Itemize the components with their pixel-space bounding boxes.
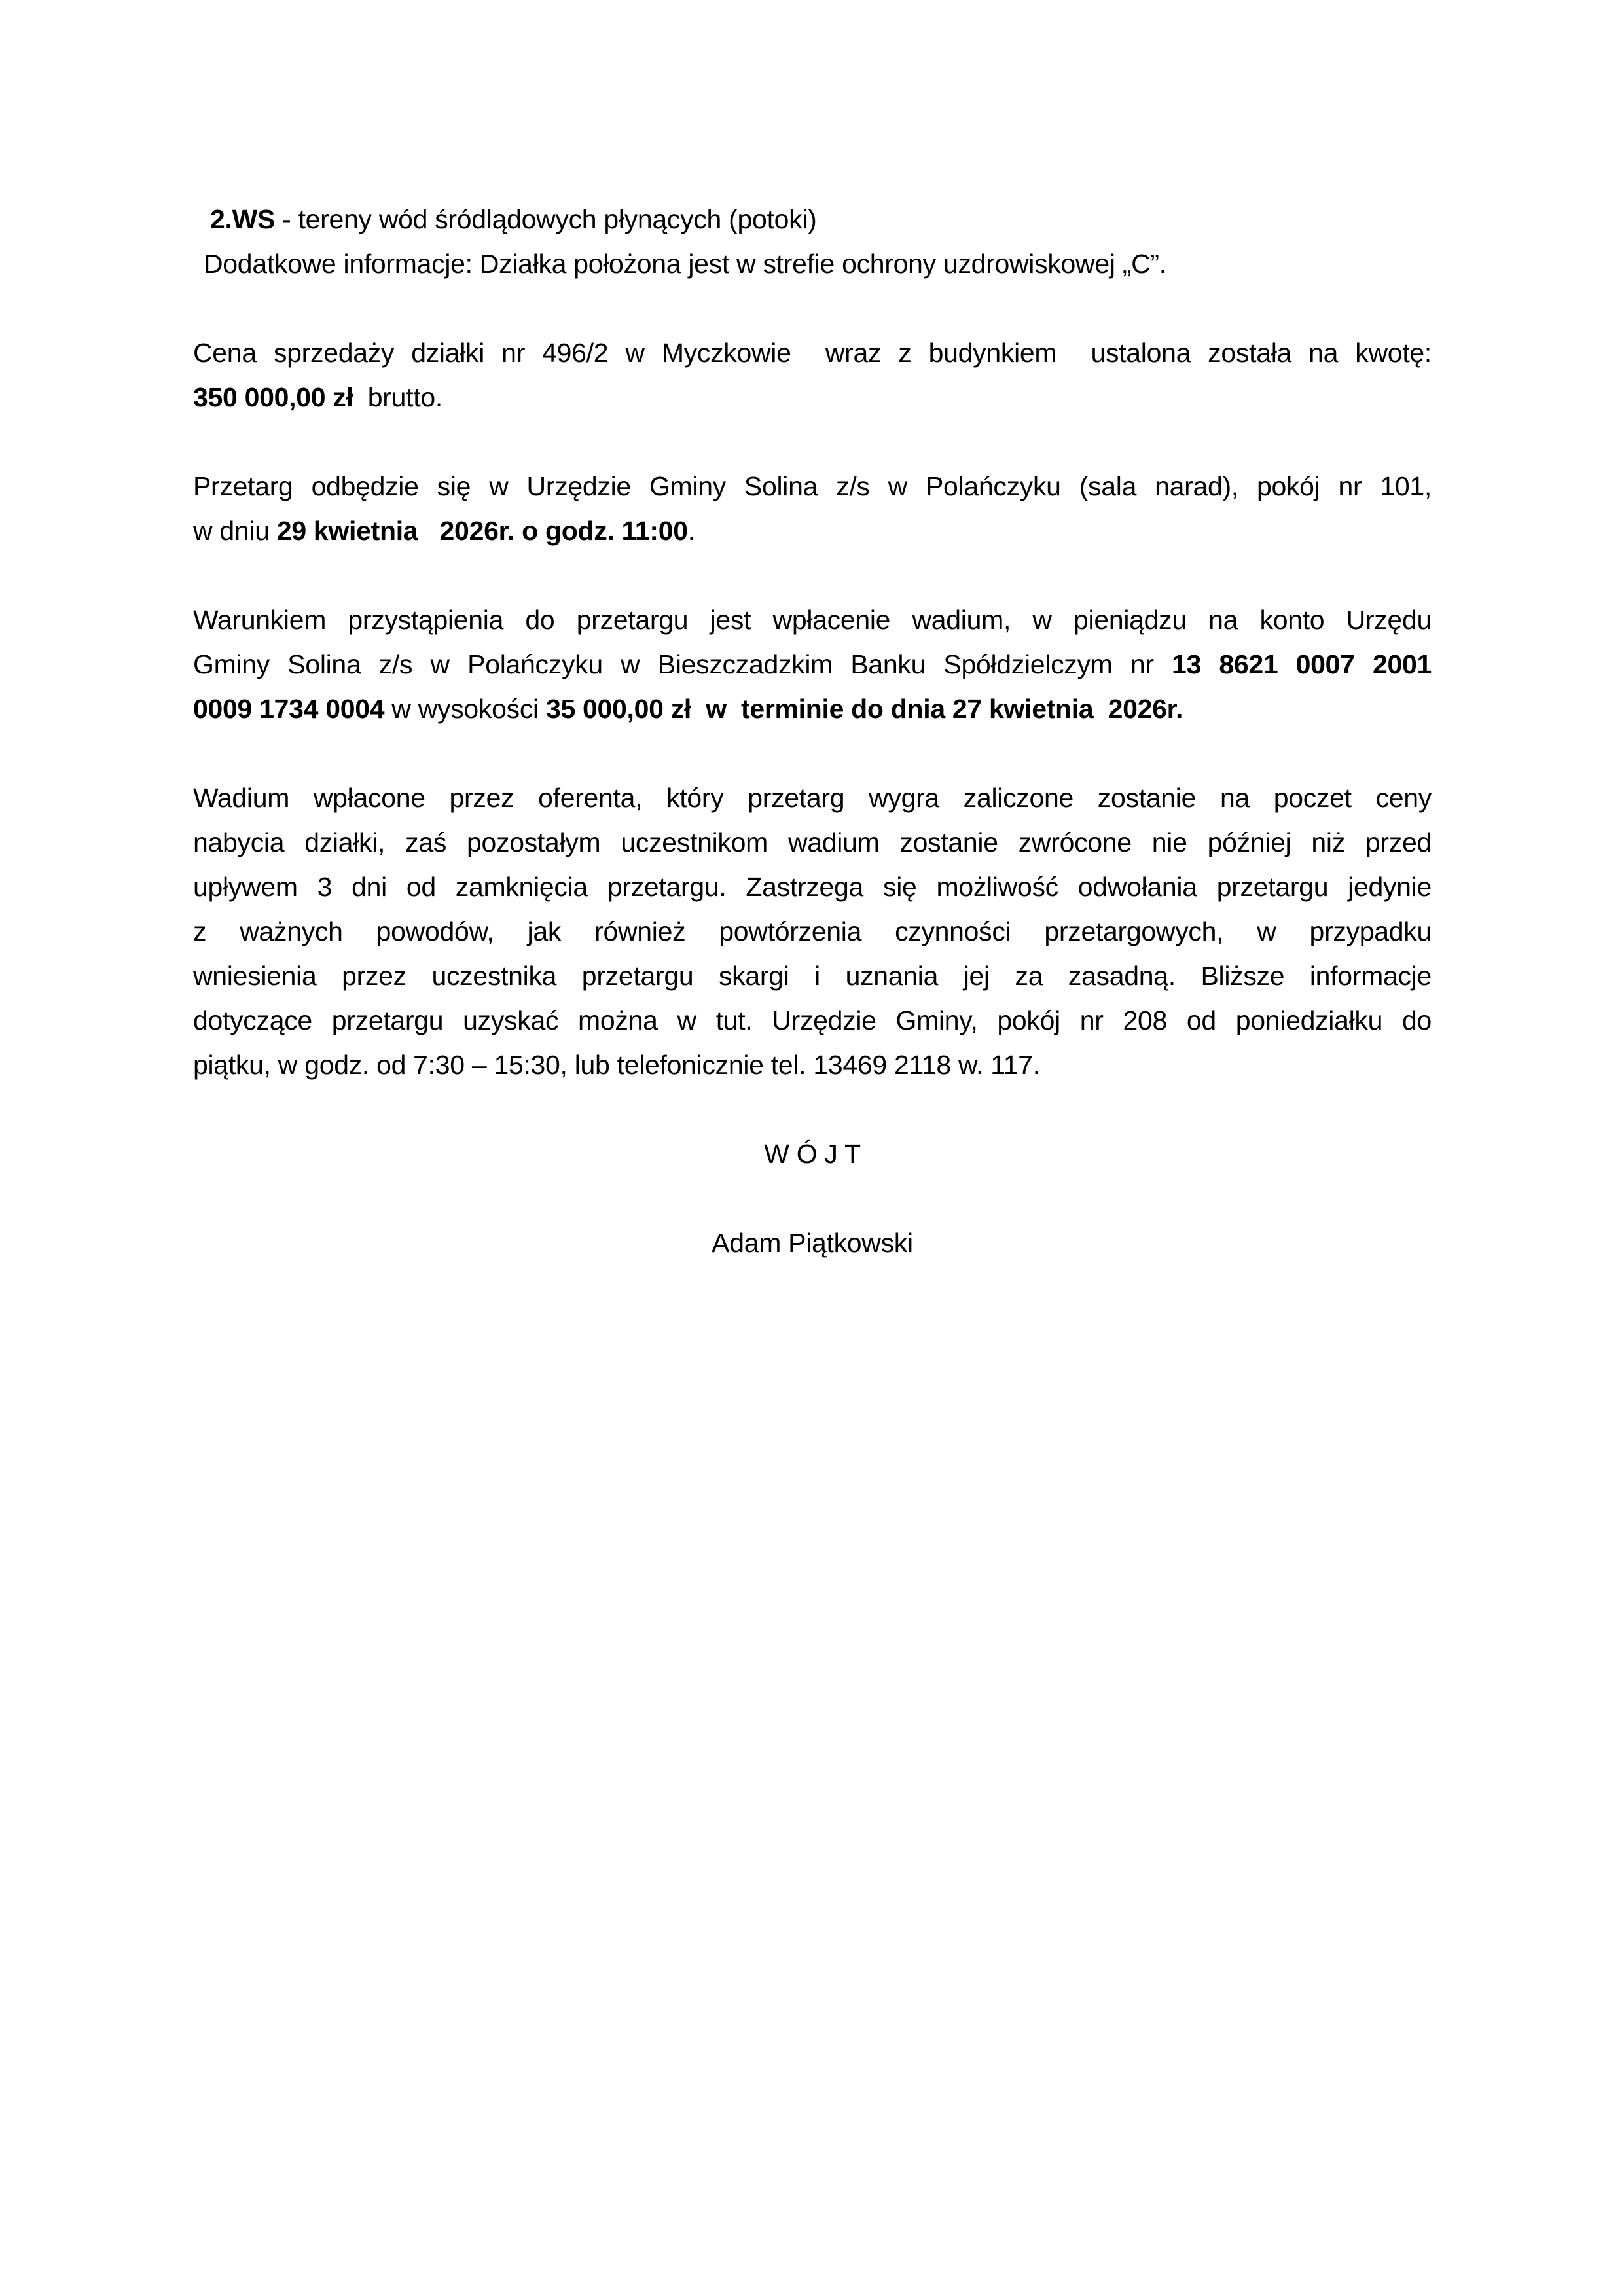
text-segment: w wysokości — [384, 694, 546, 724]
text-line — [193, 331, 1432, 375]
text-line — [193, 464, 1432, 509]
text-line — [193, 909, 1432, 954]
signature-role: W Ó J T — [764, 1139, 861, 1169]
text-segment: Gminy Solina z/s w Polańczyku w Bieszczadzkim Banku Spółdzielczym nr — [193, 649, 1172, 679]
text-line — [193, 687, 1432, 731]
text-segment: piątku, w godz. od 7:30 – 15:30, lub telefonicznie tel. 13469 2118 w. 117. — [193, 1050, 1040, 1080]
paragraph-additional-info — [193, 242, 1432, 286]
text-line — [204, 242, 1432, 286]
paragraph-sale-price — [193, 331, 1432, 420]
paragraph-auction-conditions — [193, 776, 1432, 1087]
bold-text-segment: 0009 1734 0004 — [193, 694, 385, 724]
text-segment: . — [687, 516, 695, 546]
text-segment: Cena sprzedaży działki nr 496/2 w Myczkowie wraz z budynkiem ustalona została na kwotę: — [193, 338, 1432, 368]
text-segment: wniesienia przez uczestnika przetargu skargi i uznania jej za zasadną. Bliższe informacje — [193, 961, 1432, 991]
text-segment: nabycia działki, zaś pozostałym uczestnikom wadium zostanie zwrócone nie później niż przed — [193, 827, 1432, 857]
text-line — [210, 197, 1432, 242]
text-segment: w dniu — [193, 516, 277, 546]
bold-text-segment: 29 kwietnia 2026r. o godz. 11:00 — [276, 516, 688, 546]
text-line — [193, 954, 1432, 998]
text-line — [193, 598, 1432, 642]
bold-text-segment: 350 000,00 zł — [193, 382, 353, 412]
signature-block — [193, 1132, 1432, 1265]
text-segment: z ważnych powodów, jak również powtórzenia czynności przetargowych, w przypadku — [193, 916, 1432, 946]
bold-text-segment: 35 000,00 zł w terminie do dnia 27 kwietnia 2026r. — [545, 694, 1183, 724]
paragraphs-container — [193, 197, 1432, 1087]
paragraph-auction-date-place — [193, 464, 1432, 553]
paragraph-deposit-terms — [193, 598, 1432, 731]
bold-text-segment: 2.WS — [210, 204, 276, 234]
text-line — [193, 865, 1432, 909]
text-line — [193, 642, 1432, 687]
text-segment: upływem 3 dni od zamknięcia przetargu. Zastrzega się możliwość odwołania przetargu jedynie — [193, 872, 1432, 902]
text-segment: Warunkiem przystąpienia do przetargu jest wpłacenie wadium, w pieniądzu na konto Urzędu — [193, 605, 1432, 635]
bold-text-segment: 13 8621 0007 2001 — [1172, 649, 1432, 679]
text-segment: brutto. — [353, 382, 442, 412]
signature-name: Adam Piątkowski — [712, 1228, 913, 1258]
text-line — [193, 1043, 1432, 1087]
text-segment: Wadium wpłacone przez oferenta, który przetarg wygra zaliczone zostanie na poczet ceny — [193, 783, 1432, 813]
text-segment: dotyczące przetargu uzyskać można w tut. Urzędzie Gminy, pokój nr 208 od poniedziałku do — [193, 1005, 1432, 1035]
text-line — [193, 375, 1432, 420]
text-line — [193, 509, 1432, 553]
document-body — [193, 197, 1432, 1265]
text-line — [193, 776, 1432, 820]
paragraph-zoning-designation — [193, 197, 1432, 242]
text-line — [193, 820, 1432, 865]
text-segment: Dodatkowe informacje: Działka położona jest w strefie ochrony uzdrowiskowej „C”. — [204, 249, 1166, 279]
text-segment: - tereny wód śródlądowych płynących (potoki) — [275, 204, 817, 234]
text-segment: Przetarg odbędzie się w Urzędzie Gminy Solina z/s w Polańczyku (sala narad), pokój nr 101, — [193, 471, 1432, 501]
text-line — [193, 998, 1432, 1043]
